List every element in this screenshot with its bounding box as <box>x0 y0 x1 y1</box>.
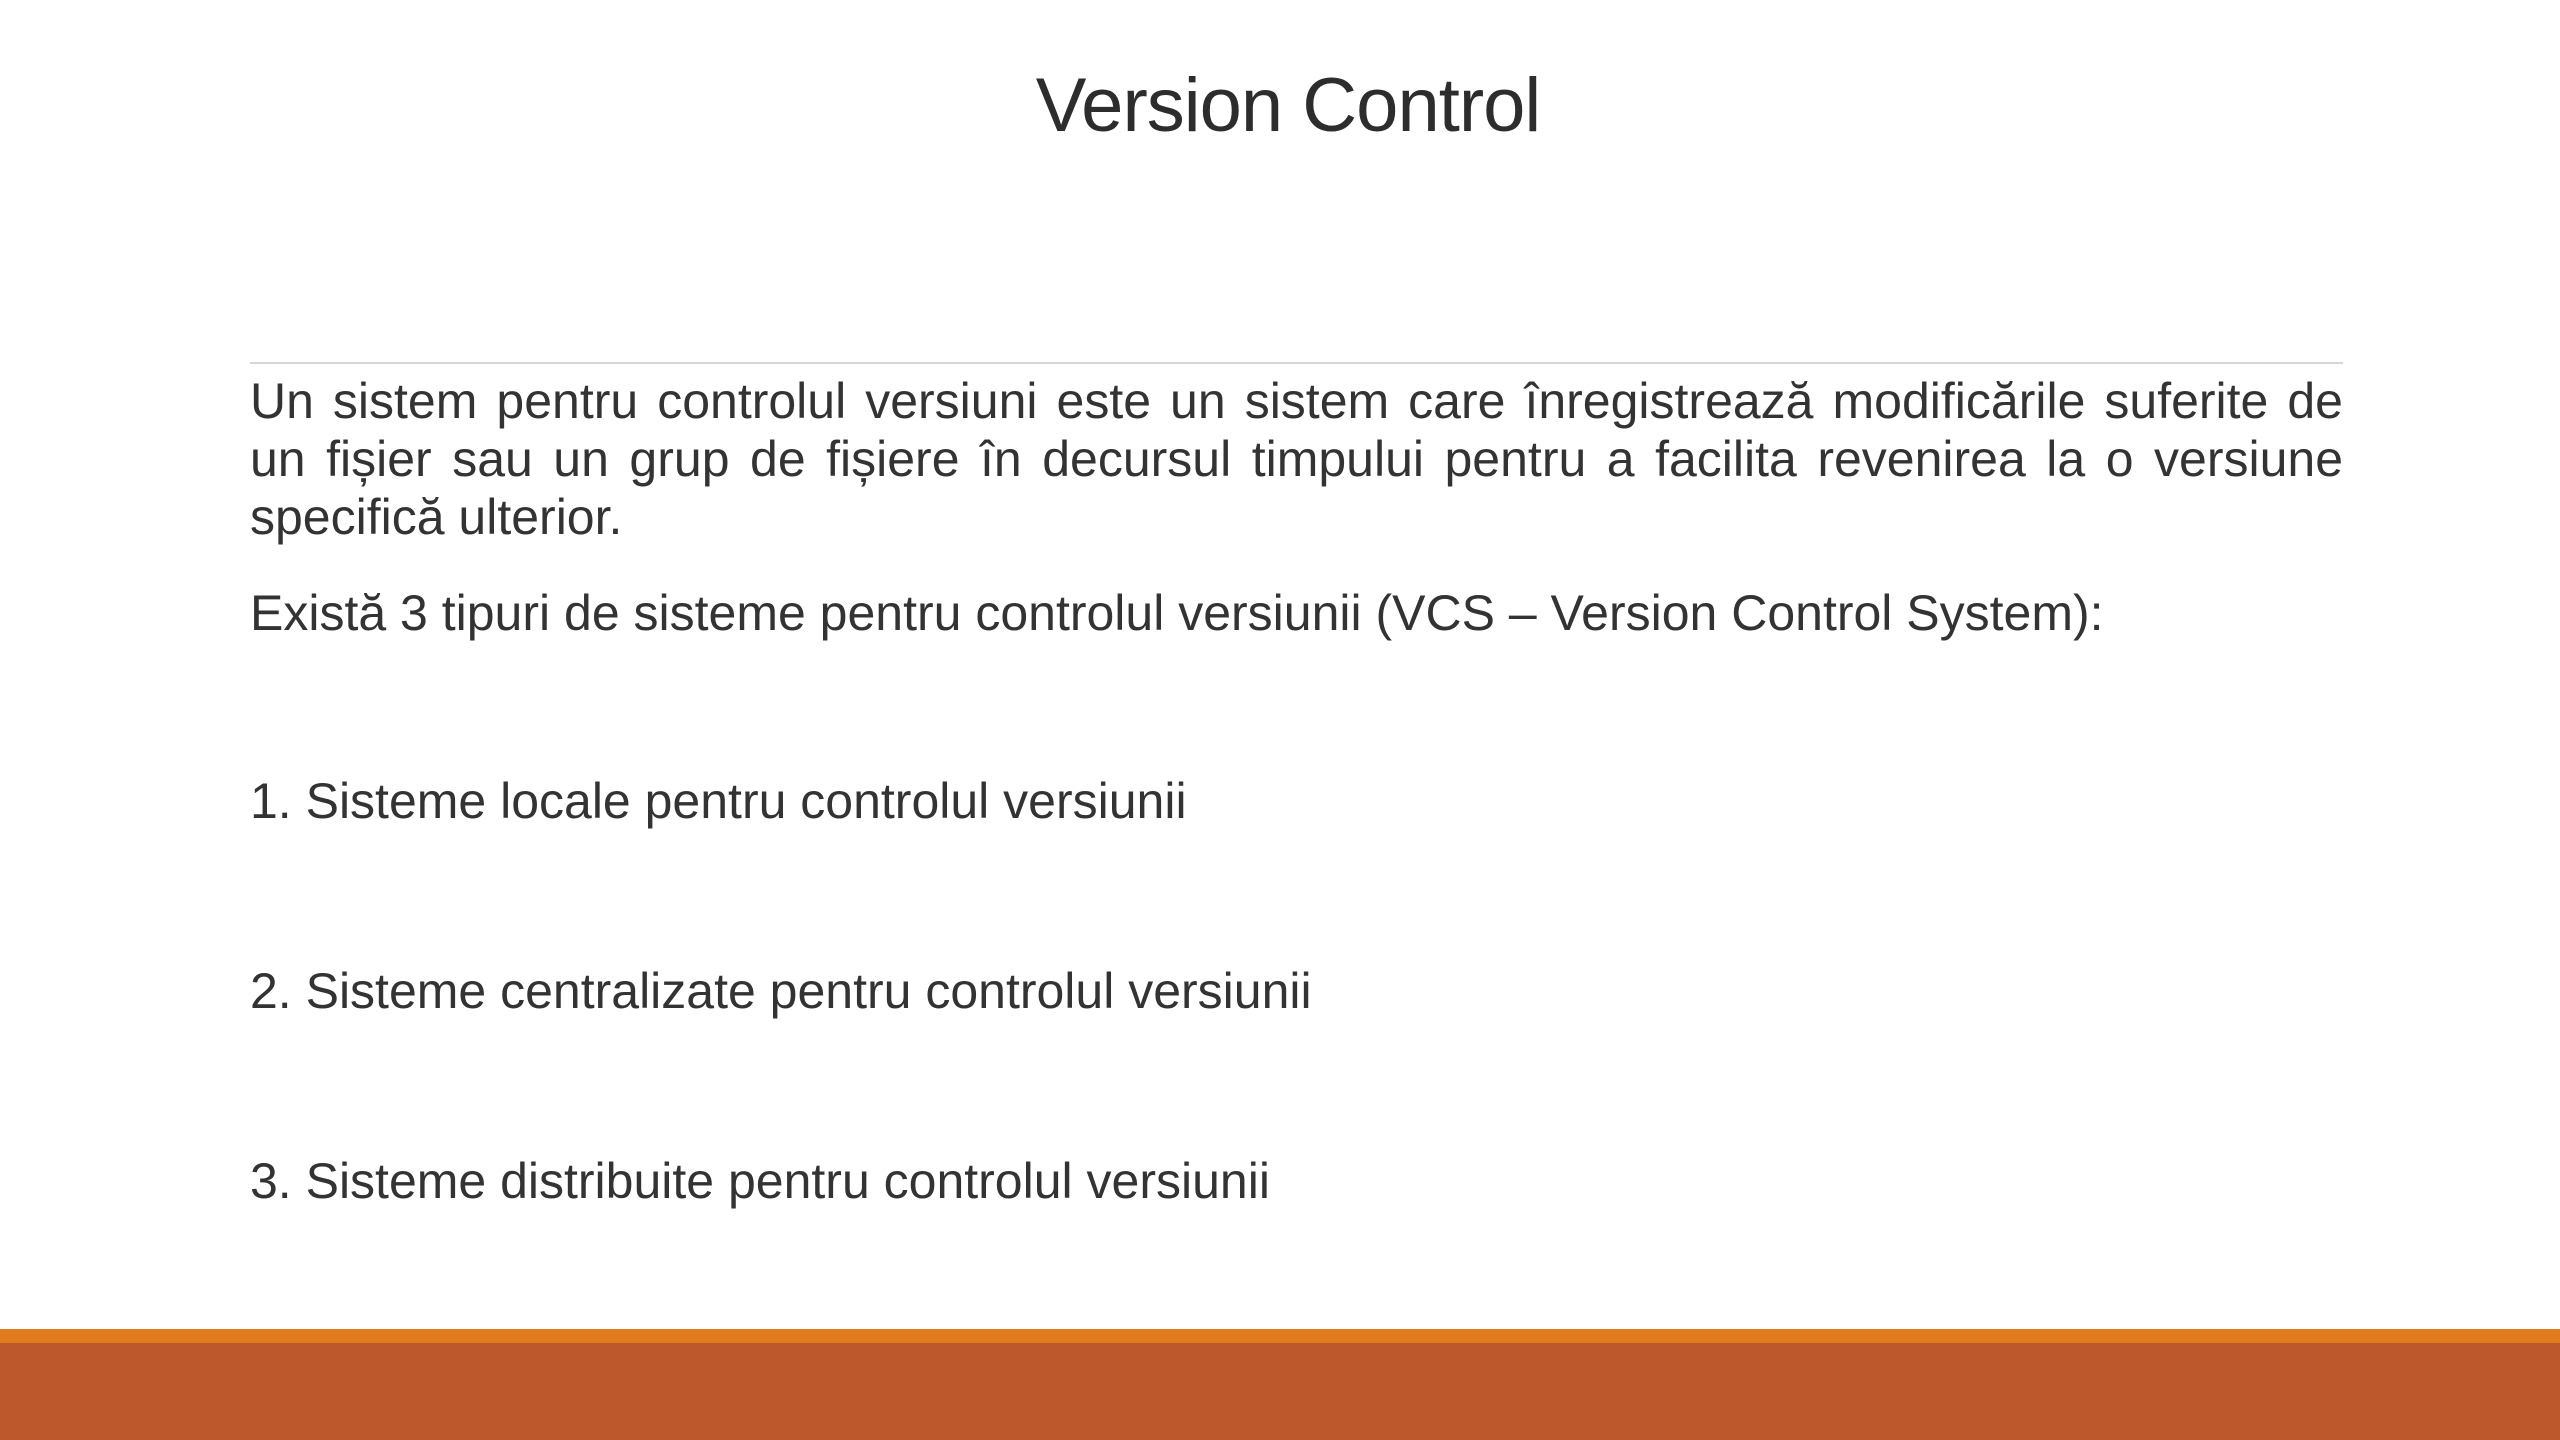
intro-paragraph: Un sistem pentru controlul versiuni este un sistem care înregistrează modificările suferite de un fișier sau un grup de fișiere în decursul timpului pentru a facilita revenirea la o versiune specifică ulterior. <box>250 373 2343 545</box>
list-item-local-vcs: 1. Sisteme locale pentru controlul versiunii <box>250 773 1187 829</box>
title-divider <box>250 362 2343 364</box>
types-intro-paragraph: Există 3 tipuri de sisteme pentru controlul versiunii (VCS – Version Control System): <box>250 585 2104 641</box>
list-item-distributed-vcs: 3. Sisteme distribuite pentru controlul versiunii <box>250 1153 1270 1209</box>
list-item-centralized-vcs: 2. Sisteme centralizate pentru controlul versiunii <box>250 963 1312 1019</box>
slide-body <box>250 372 2343 642</box>
footer-accent-line <box>0 1329 2560 1343</box>
slide-title: Version Control <box>1035 63 1541 148</box>
footer-bar <box>0 1343 2560 1440</box>
